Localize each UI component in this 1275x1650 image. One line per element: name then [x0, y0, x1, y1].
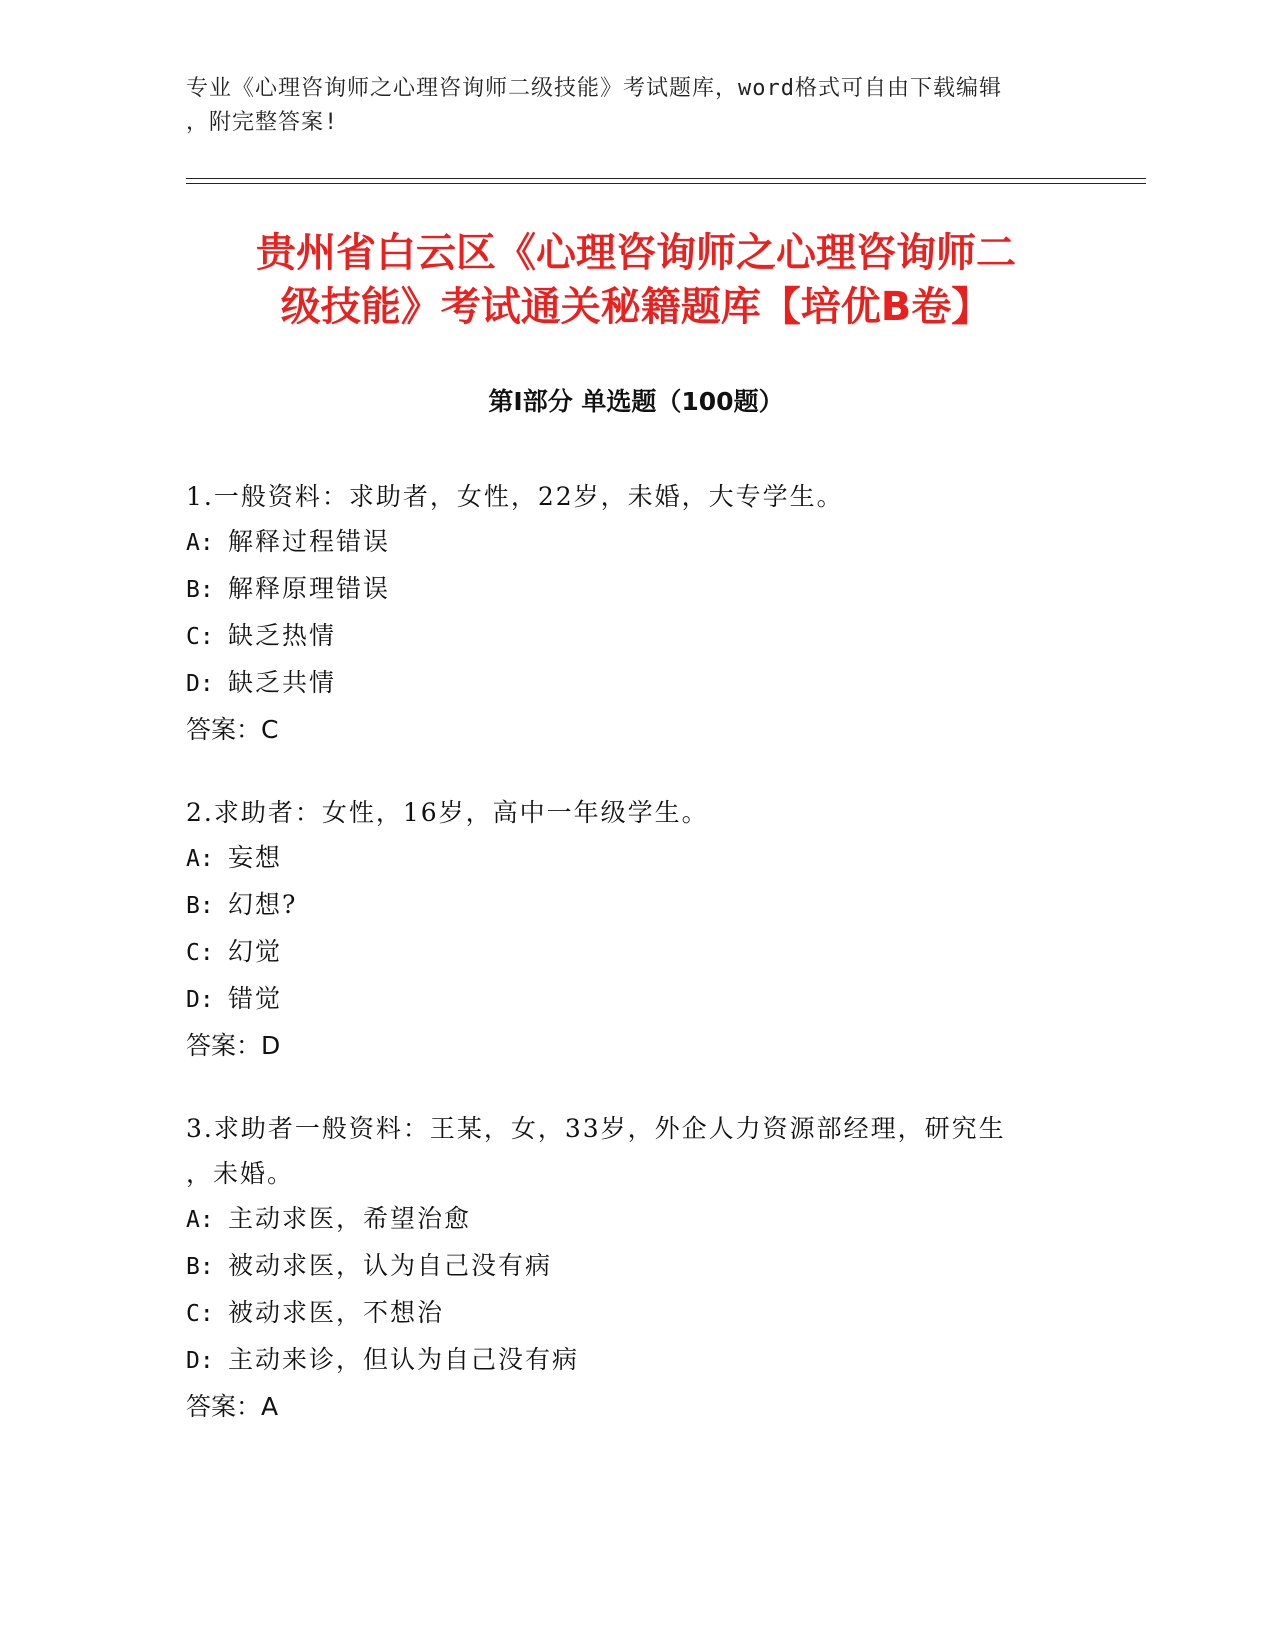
document-title-line-2: 级技能》考试通关秘籍题库【培优B卷】	[280, 284, 992, 330]
answer-label: 答案：	[186, 715, 262, 744]
option-a	[186, 519, 1066, 566]
option-letter: B:	[186, 1254, 214, 1280]
option-b	[186, 566, 1066, 613]
answer-label: 答案：	[186, 1392, 262, 1421]
option-text: 幻想?	[228, 890, 298, 919]
option-text: 解释原理错误	[228, 574, 391, 603]
option-letter: C:	[186, 1301, 214, 1327]
question-3	[186, 1106, 1066, 1429]
option-letter: A:	[186, 846, 214, 872]
option-d	[186, 1337, 1066, 1384]
section-title: 第Ⅰ部分 单选题（100题）	[488, 387, 784, 416]
answer-label: 答案：	[186, 1031, 262, 1060]
option-letter: B:	[186, 577, 214, 603]
answer-value: A	[261, 1392, 279, 1421]
option-a	[186, 835, 1066, 882]
option-d	[186, 660, 1066, 707]
option-text: 解释过程错误	[228, 527, 391, 556]
answer-value: D	[261, 1031, 281, 1060]
option-a	[186, 1196, 1066, 1243]
option-letter: D:	[186, 1348, 214, 1374]
answer-line	[186, 1023, 1066, 1068]
option-letter: D:	[186, 671, 214, 697]
option-text: 被动求医，认为自己没有病	[228, 1251, 553, 1280]
option-letter: A:	[186, 1207, 214, 1233]
answer-value: C	[261, 715, 279, 744]
option-c	[186, 613, 1066, 660]
option-c	[186, 929, 1066, 976]
option-letter: D:	[186, 987, 214, 1013]
answer-line	[186, 707, 1066, 752]
option-letter: C:	[186, 940, 214, 966]
option-letter: A:	[186, 530, 214, 556]
question-stem: 1.一般资料：求助者，女性，22岁，未婚，大专学生。	[186, 482, 844, 511]
option-text: 缺乏共情	[228, 668, 337, 697]
document-title-line-1: 贵州省白云区《心理咨询师之心理咨询师二	[256, 230, 1016, 276]
header-note	[186, 72, 1066, 140]
option-text: 错觉	[228, 984, 283, 1013]
header-note-line-1: 专业《心理咨询师之心理咨询师二级技能》考试题库，word格式可自由下载编辑	[186, 76, 1002, 101]
header-divider-top	[186, 178, 1146, 179]
option-text: 主动来诊，但认为自己没有病	[228, 1345, 580, 1374]
option-text: 幻觉	[228, 937, 283, 966]
question-stem: 3.求助者一般资料：王某，女，33岁，外企人力资源部经理，研究生	[186, 1114, 1006, 1143]
document-title	[186, 226, 1086, 334]
option-text: 缺乏热情	[228, 621, 337, 650]
question-1	[186, 474, 1066, 752]
option-d	[186, 976, 1066, 1023]
option-c	[186, 1290, 1066, 1337]
question-2	[186, 790, 1066, 1068]
header-note-line-2: ，附完整答案!	[186, 110, 339, 135]
question-stem-continued: ，未婚。	[186, 1159, 295, 1188]
option-b	[186, 882, 1066, 929]
option-b	[186, 1243, 1066, 1290]
question-stem: 2.求助者：女性，16岁，高中一年级学生。	[186, 798, 709, 827]
option-text: 被动求医，不想治	[228, 1298, 445, 1327]
header-divider-bottom	[186, 183, 1146, 184]
option-letter: C:	[186, 624, 214, 650]
option-text: 主动求医，希望治愈	[228, 1204, 472, 1233]
option-letter: B:	[186, 893, 214, 919]
answer-line	[186, 1384, 1066, 1429]
option-text: 妄想	[228, 843, 283, 872]
